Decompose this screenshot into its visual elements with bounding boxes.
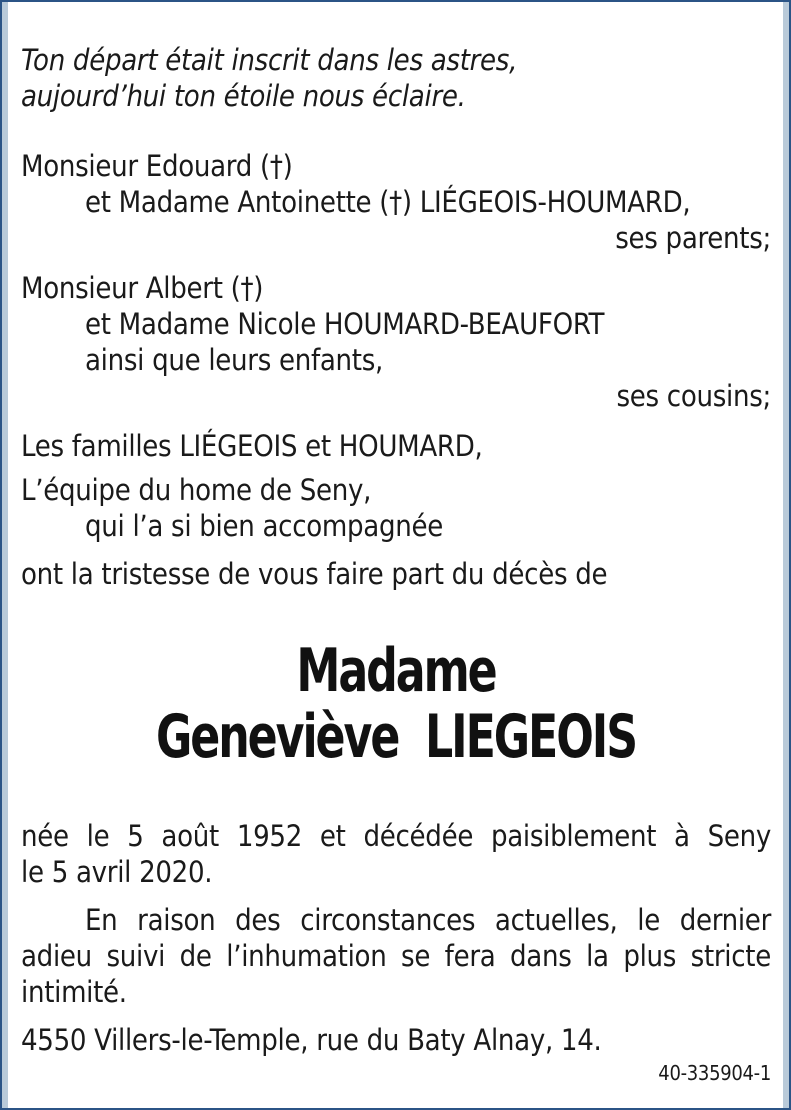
epitaph-quote xyxy=(21,42,517,114)
team-section xyxy=(21,472,771,544)
cousins-section xyxy=(21,270,771,414)
team-line-2: qui l’a si bien accompagnée xyxy=(85,509,443,543)
funeral-notice: En raison des circonstances actuelles, le dernier adieu suivi de l’inhumation se fera dans la plus stricte intimité. xyxy=(21,903,771,1009)
border-band-right xyxy=(783,2,789,1108)
families-text: Les familles LIÉGEOIS et HOUMARD, xyxy=(21,429,483,463)
parents-relation: ses parents; xyxy=(615,221,771,255)
cousins-line-1: Monsieur Albert (†) xyxy=(21,271,264,305)
families-line xyxy=(21,428,771,464)
address-line xyxy=(21,1022,771,1058)
deceased-name-block xyxy=(89,638,704,770)
address-text: 4550 Villers-le-Temple, rue du Baty Alnay, 14. xyxy=(21,1023,602,1057)
quote-line: Ton départ était inscrit dans les astres, xyxy=(21,43,518,77)
deceased-name: Geneviève LIEGEOIS xyxy=(155,702,637,772)
team-line-1: L’équipe du home de Seny, xyxy=(21,473,372,507)
parents-line-2: et Madame Antoinette (†) LIÉGEOIS-HOUMARD, xyxy=(85,185,691,219)
deceased-title: Madame xyxy=(296,636,496,706)
cousins-line-3: ainsi que leurs enfants, xyxy=(85,343,383,377)
announcement-text: ont la tristesse de vous faire part du décès de xyxy=(21,557,608,591)
birth-death-line-1: née le 5 août 1952 et décédée paisiblement à Seny xyxy=(21,819,771,853)
dates-section xyxy=(21,818,771,890)
cousins-relation: ses cousins; xyxy=(616,379,771,413)
birth-death-line-2: le 5 avril 2020. xyxy=(21,855,213,889)
announcement xyxy=(21,556,771,592)
reference-number: 40-335904-1 xyxy=(658,1061,771,1085)
border-band-left xyxy=(2,2,8,1108)
quote-line: aujourd’hui ton étoile nous éclaire. xyxy=(21,79,466,113)
parents-section xyxy=(21,148,771,256)
cousins-line-2: et Madame Nicole HOUMARD-BEAUFORT xyxy=(85,307,605,341)
parents-line-1: Monsieur Edouard (†) xyxy=(21,149,293,183)
